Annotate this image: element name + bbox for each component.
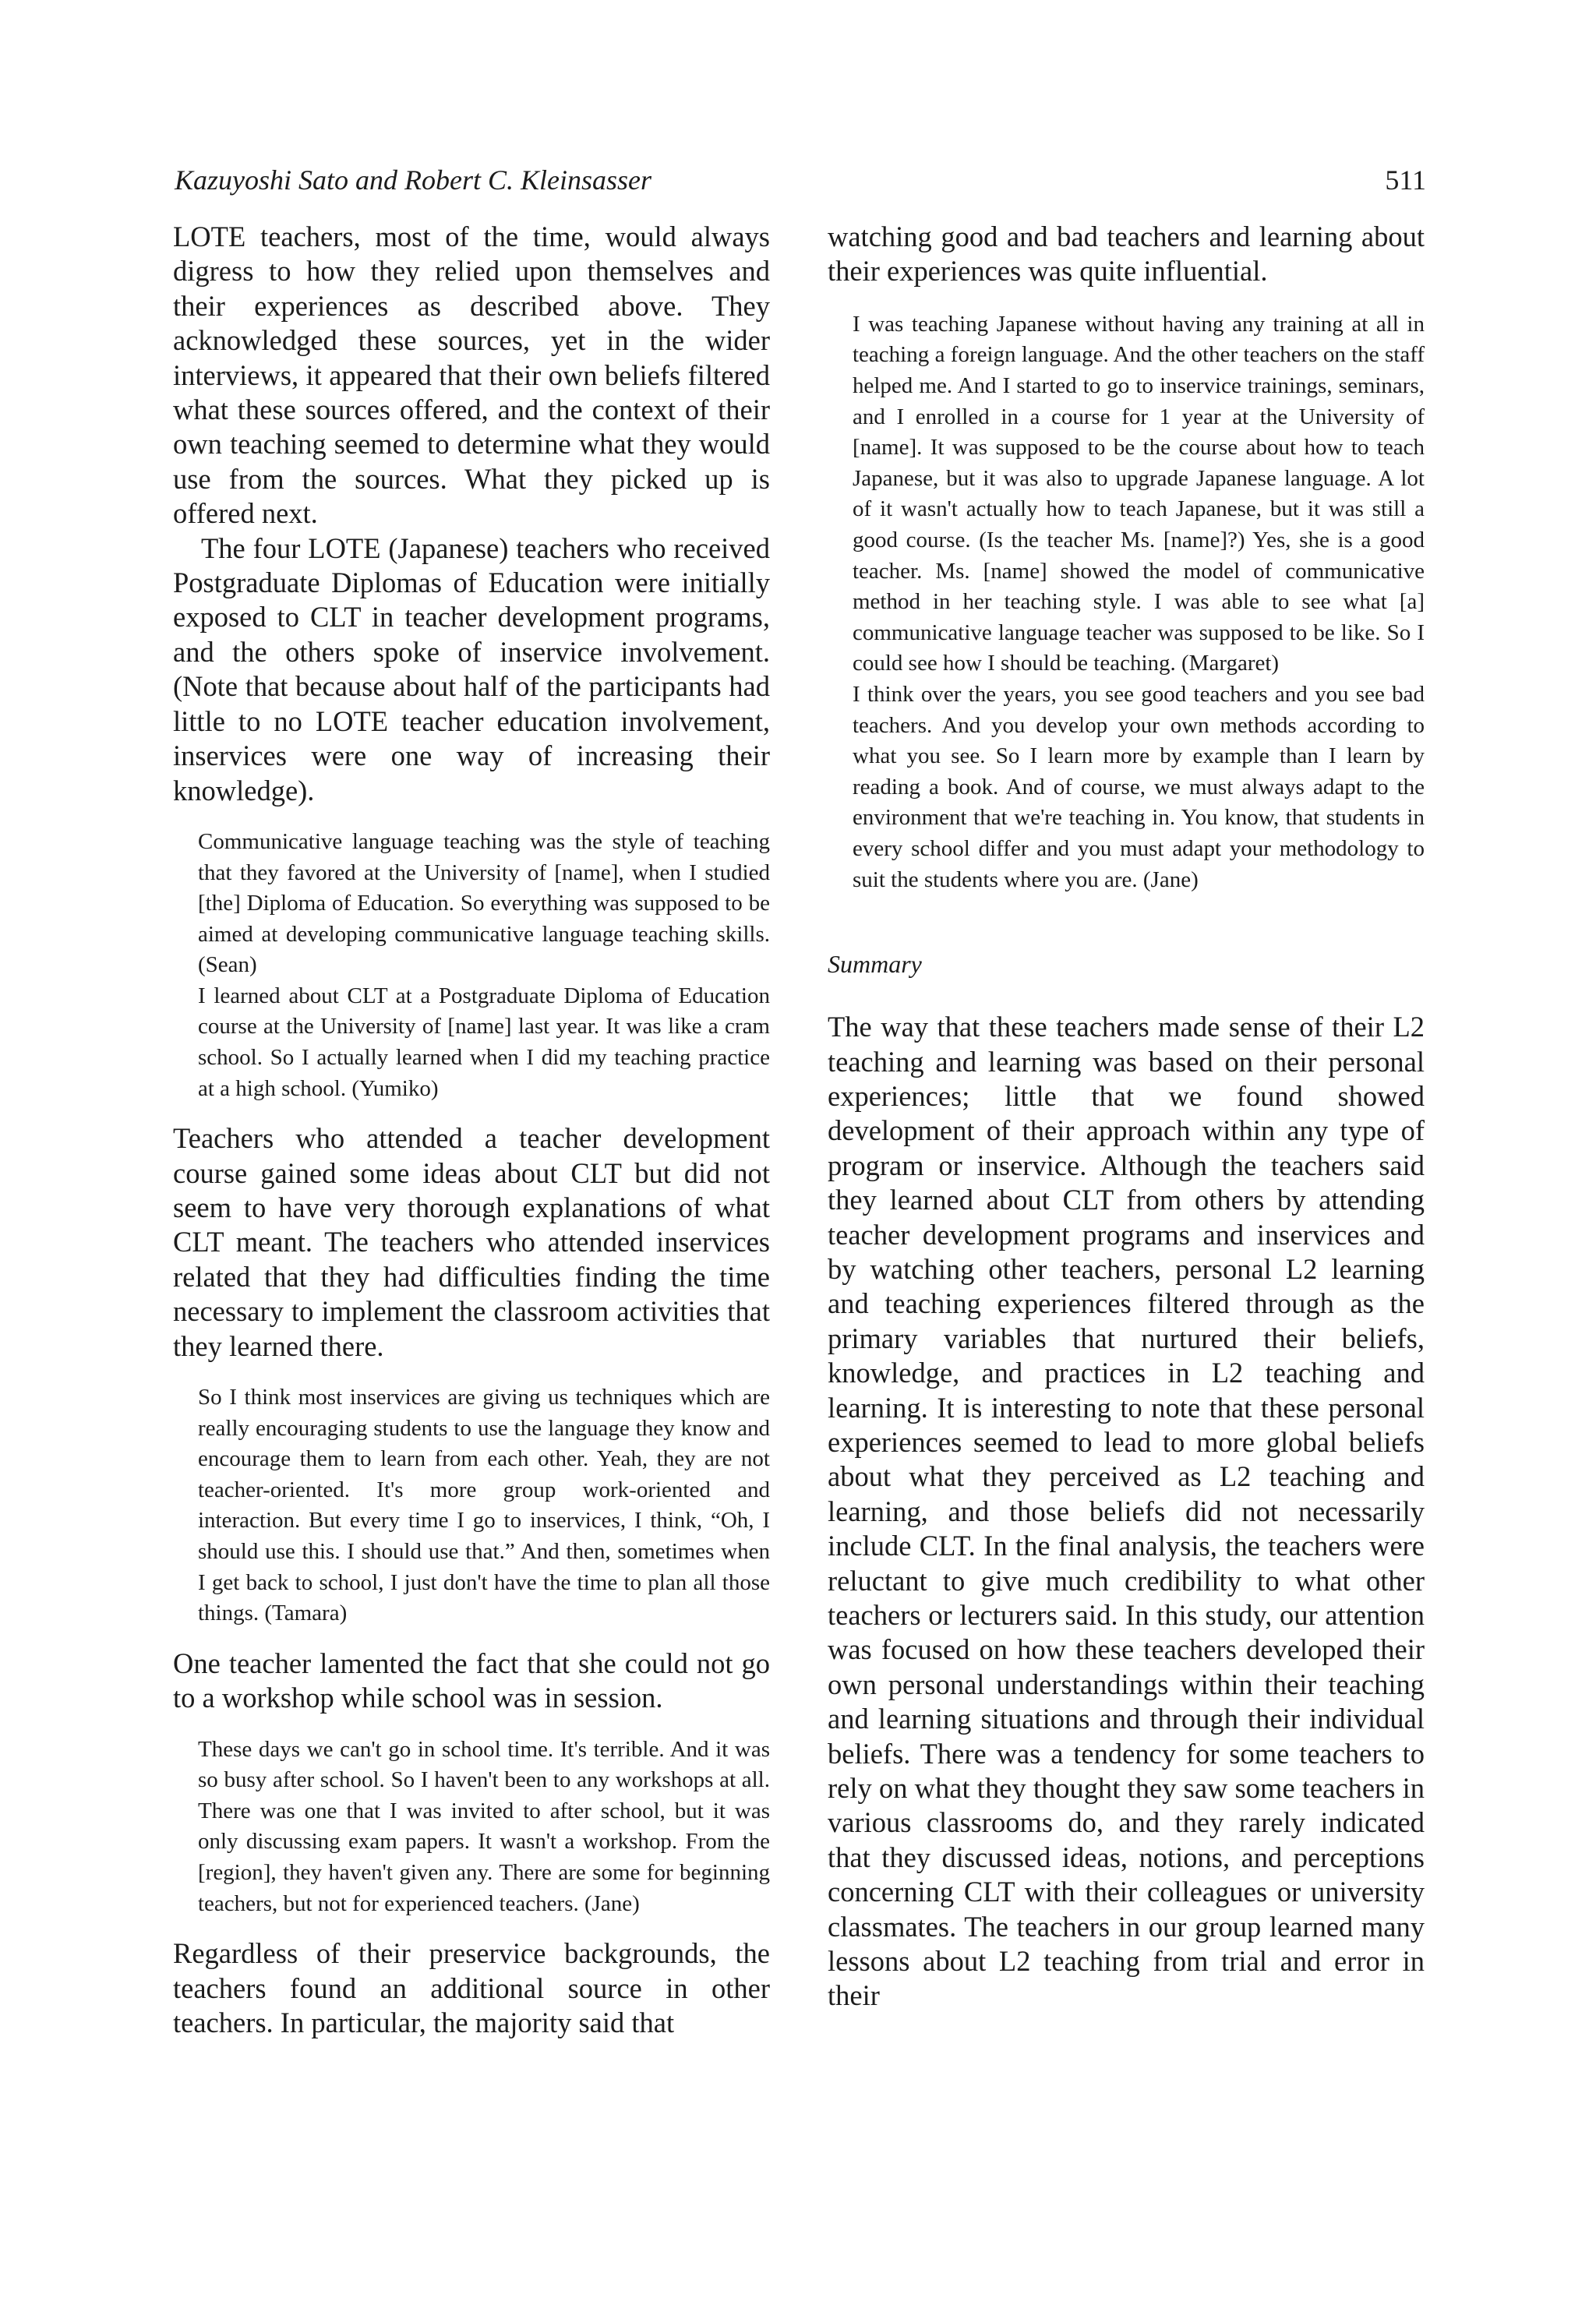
body-paragraph: LOTE teachers, most of the time, would always digress to how they relied upon themselves and their experiences as described above. They acknowledged these sources, yet in the wider interviews, it appeared that their own beliefs filtered what these sources offered, and the context of their own teaching seemed to determine what they would use from the sources. What they picked up is offered next. bbox=[173, 221, 770, 530]
quote-paragraph: I was teaching Japanese without having any training at all in teaching a foreign language. And the other teachers on the staff helped me. And I started to go to inservice trainings, seminars, and I enrolled in a course for 1 year at the University of [name]. It was supposed to be the course about how to teach Japanese, but it was also to upgrade Japanese language. A lot of it wasn't actually how to teach Japanese, but it was still a good course. (Is the teacher Ms. [name]?) Yes, she is a good teacher. Ms. [name] showed the model of communicative method in her teaching style. I was able to see what [a] communicative language teacher was supposed to be like. So I could see how I should be teaching. (Margaret) bbox=[853, 311, 1425, 676]
block-quote bbox=[173, 827, 770, 1104]
quote-paragraph: I think over the years, you see good teachers and you see bad teachers. And you develop your own methods according to what you see. So I learn more by example than I learn by reading a book. And of course, we must always adapt to the environment that we're teaching in. You know, that students in every school differ and you must adapt your methodology to suit the students where you are. (Jane) bbox=[853, 681, 1425, 892]
left-column bbox=[173, 220, 770, 2040]
quote-paragraph: I learned about CLT at a Postgraduate Diploma of Education course at the University of [name] last year. It was like a cram school. So I actually learned when I did my teaching practice at a high school. (Yumiko) bbox=[198, 983, 770, 1101]
block-quote bbox=[828, 309, 1425, 895]
section-heading: Summary bbox=[828, 950, 922, 979]
body-paragraph: One teacher lamented the fact that she could not go to a workshop while school was in session. bbox=[173, 1647, 770, 1714]
running-head-authors: Kazuyoshi Sato and Robert C. Kleinsasser bbox=[175, 164, 652, 196]
body-paragraph: Regardless of their preservice backgrounds, the teachers found an additional source in other teachers. In particular, the majority said that bbox=[173, 1937, 770, 2039]
quote-paragraph: So I think most inservices are giving us techniques which are really encouraging students to use the language they know and encourage them to learn from each other. Yeah, they are not teacher-oriented. It's more group work-oriented and interaction. But every time I go to inservices, I think, “Oh, I should use this. I should use that.” And then, sometimes when I get back to school, I just don't have the time to plan all those things. (Tamara) bbox=[198, 1385, 770, 1626]
body-paragraph: Teachers who attended a teacher development course gained some ideas about CLT but did not seem to have very thorough explanations of what CLT meant. The teachers who attended inservices related that they had difficulties finding the time necessary to implement the classroom activities that they learned there. bbox=[173, 1122, 770, 1362]
body-paragraph: The way that these teachers made sense of their L2 teaching and learning was based on their personal experiences; little that we found showed development of their approach within any type of program or inservice. Although the teachers said they learned about CLT from others by attending teacher development programs and inservices and by watching other teachers, personal L2 learning and teaching experiences filtered through as the primary variables that nurtured their beliefs, knowledge, and practices in L2 teaching and learning. It is interesting to note that these personal experiences seemed to lead to more global beliefs about what they perceived as L2 teaching and learning, and those beliefs did not necessarily include CLT. In the final analysis, the teachers were reluctant to give much credibility to what other teachers or lecturers said. In this study, our attention was focused on how these teachers developed their own personal understandings within their teaching and learning situations and through their individual beliefs. There was a tendency for some teachers to rely on what they thought they saw some teachers in various classrooms do, and they rarely indicated that they discussed ideas, notions, and perceptions concerning CLT with their colleagues or university classmates. The teachers in our group learned many lessons about L2 teaching from trial and error in their bbox=[828, 1011, 1425, 2012]
running-head bbox=[175, 164, 1426, 203]
page-number: 511 bbox=[1385, 164, 1426, 196]
quote-paragraph: These days we can't go in school time. It's terrible. And it was so busy after school. So I haven't been to any workshops at all. There was one that I was invited to after school, but it was only discussing exam papers. It wasn't a workshop. From the [region], they haven't given any. There are some for beginning teachers, but not for experienced teachers. (Jane) bbox=[198, 1736, 770, 1916]
body-paragraph: The four LOTE (Japanese) teachers who received Postgraduate Diplomas of Education were initially exposed to CLT in teacher development programs, and the others spoke of inservice involvement. (Note that because about half of the participants had little to no LOTE teacher education involvement, inservices were one way of increasing their knowledge). bbox=[173, 531, 770, 807]
block-quote bbox=[173, 1735, 770, 1920]
block-quote bbox=[173, 1382, 770, 1629]
quote-paragraph: Communicative language teaching was the style of teaching that they favored at the University of [name], when I studied [the] Diploma of Education. So everything was supposed to be aimed at developing communicative language teaching skills. (Sean) bbox=[198, 828, 770, 978]
body-paragraph: watching good and bad teachers and learning about their experiences was quite influential. bbox=[828, 221, 1425, 288]
right-column bbox=[828, 220, 1425, 2014]
